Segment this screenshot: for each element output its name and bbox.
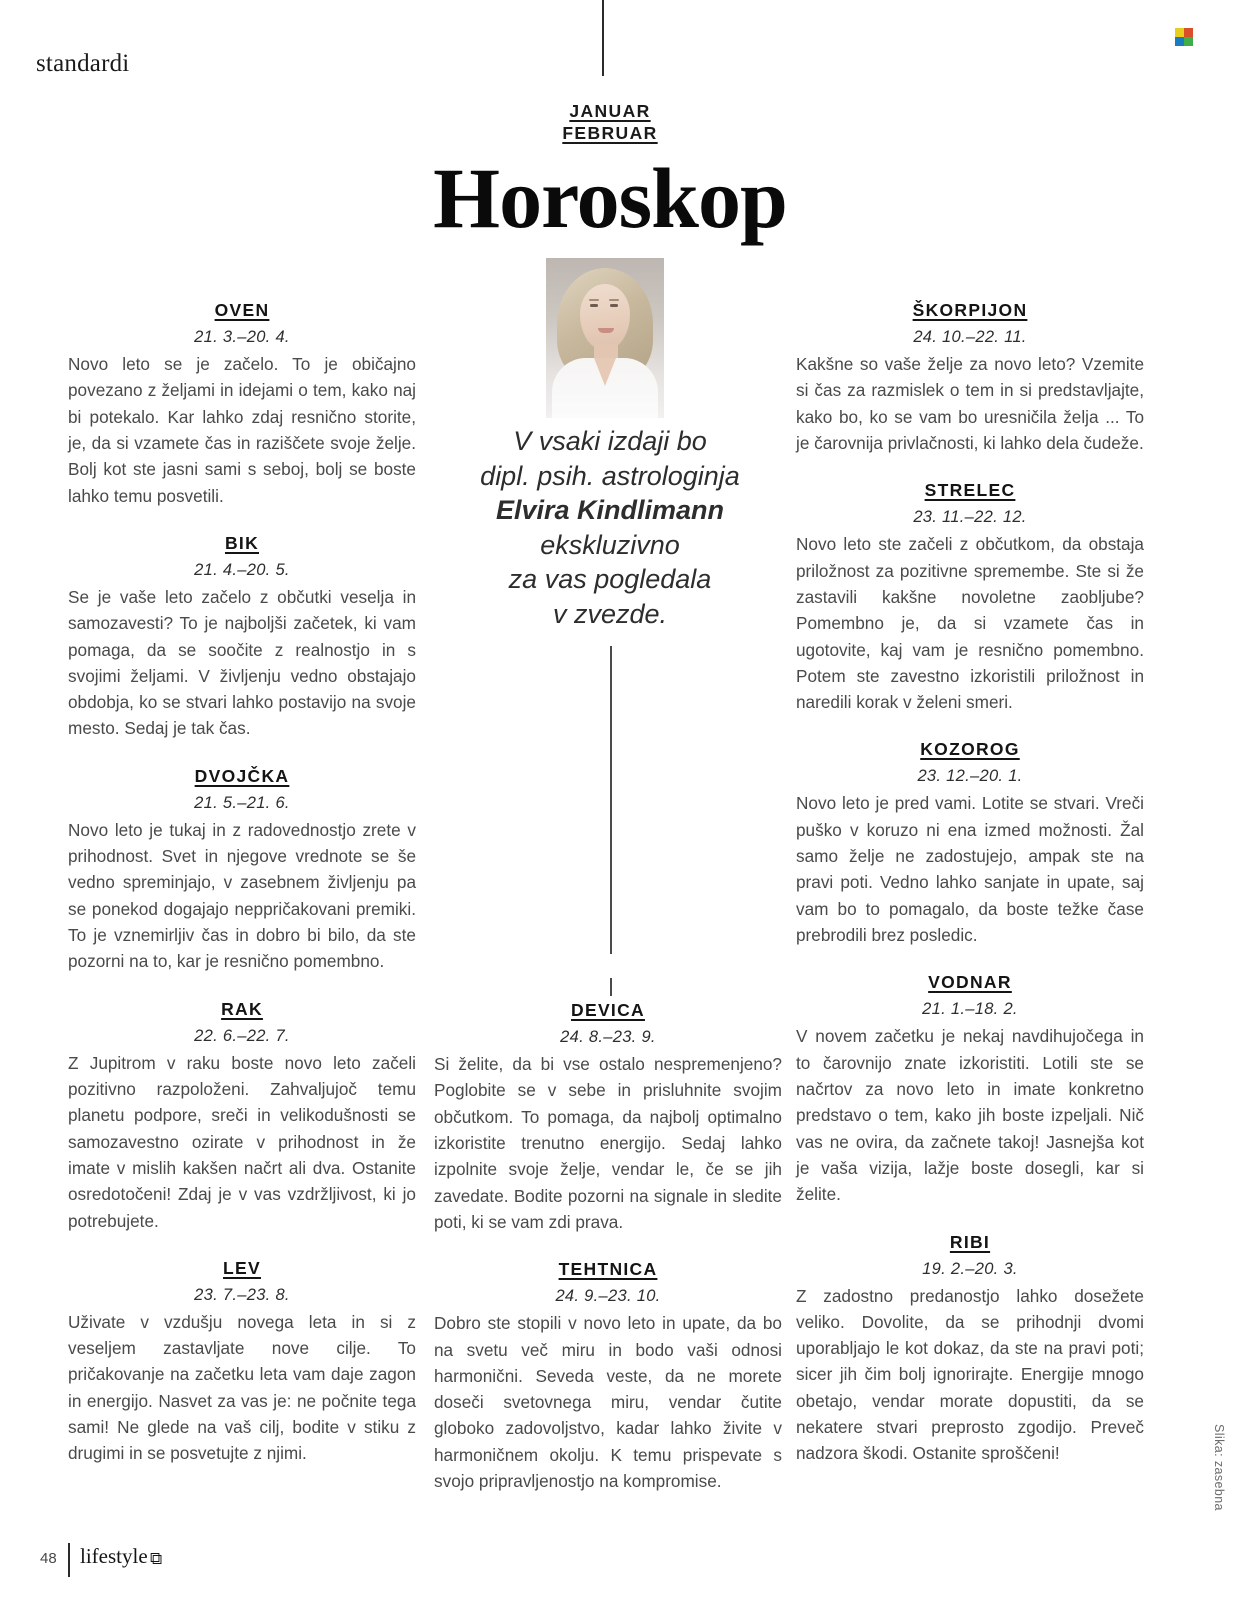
sign-text: V novem začetku je nekaj navdihujočega in to čarovnijo znate izkoristiti. Lotili ste se načrtov za novo leto in imate konkretno predstavo o tem, kako jih boste izpeljali. Nič vas ne ovira, da začnete takoj! Jasnejša kot je vaša vizija, lažje boste dosegli, kar si želite.	[796, 1026, 1144, 1205]
sign-block	[68, 766, 416, 975]
section-kicker: standardi	[36, 50, 130, 77]
color-registration-mark	[1175, 28, 1193, 46]
top-divider-rule	[602, 0, 604, 76]
blurb-line-2: dipl. psih. astrologinja	[480, 460, 740, 491]
sign-name: KOZOROG	[920, 739, 1020, 760]
issue-month-line-2: FEBRUAR	[562, 123, 658, 144]
sign-text: Uživate v vzdušju novega leta in si z veseljem zastavljate nove cilje. To pričakovanje na začetku leta vam daje zagon in energijo. Nasvet za vas je: ne počnite tega sami! Ne glede na vaš cilj, bodite v stiku z drugimi in se posvetujte z njimi.	[68, 1311, 416, 1464]
registration-swatch-red	[1184, 28, 1193, 37]
blurb-line-3: ekskluzivno	[540, 529, 680, 560]
sign-name: DVOJČKA	[194, 765, 290, 786]
sign-dates: 21. 5.–21. 6.	[194, 793, 290, 812]
center-divider-rule-lower	[610, 978, 612, 996]
registration-swatch-yellow	[1175, 28, 1184, 37]
portrait-brow-left	[589, 299, 599, 301]
sign-name: RAK	[221, 998, 263, 1019]
sign-name: STRELEC	[924, 480, 1016, 501]
portrait-eye-left	[590, 304, 598, 307]
sign-text: Z Jupitrom v raku boste novo leto začeli pozitivno razpoloženi. Zahvaljujoč temu planetu podpore, sreči in velikodušnosti se samozavestno ozirate v prihodnost in že imate v mislih kakšen načrt ali dva. Ostanite osredotočeni! Zdaj je v vas vzdržljivost, ki jo potrebujete.	[68, 1052, 416, 1231]
sign-dates: 21. 1.–18. 2.	[922, 1000, 1018, 1019]
sign-text: Novo leto se je začelo. To je običajno povezano z željami in idejami o tem, kako naj bi potekalo. Kar lahko zdaj resnično storite, je, da si vzamete čas in raziščete svoje želje. Bolj kot ste jasni sami s seboj, bolj se boste lahko temu posvetili.	[68, 354, 416, 506]
sign-text: Novo leto je tukaj in z radovednostjo zrete v prihodnost. Svet in njegove vrednote se še vedno spreminjajo, v zasebnem življenju pa se ponekod dogajajo neppričakovani premiki. To je vznemirljiv čas in dobro bi bilo, da ste pozorni na to, kar je resnično pomembno.	[68, 819, 416, 972]
center-divider-rule	[610, 646, 612, 954]
registration-swatch-blue	[1175, 37, 1184, 46]
sign-block	[434, 1000, 782, 1235]
sign-name: OVEN	[214, 300, 270, 320]
sign-text: Kakšne so vaše želje za novo leto? Vzemite si čas za razmislek o tem in si predstavljajte, kako bo, ko se vam bo uresničila želja ... To je čarovnija privlačnosti, ki lahko dela čudeže.	[796, 354, 1144, 453]
registration-swatch-green	[1184, 37, 1193, 46]
sign-name: DEVICA	[571, 1000, 645, 1020]
sign-name: VODNAR	[928, 972, 1012, 993]
astrologer-name: Elvira Kindlimann	[495, 495, 725, 526]
blurb-line-1: V vsaki izdaji bo	[513, 426, 707, 456]
sign-dates: 19. 2.–20. 3.	[922, 1259, 1018, 1278]
portrait-face	[580, 284, 630, 350]
photo-credit: Slika: zasebna	[1212, 1424, 1226, 1511]
footer-logo-icon: ⧉	[150, 1549, 163, 1568]
column-middle	[434, 1000, 782, 1518]
sign-block	[434, 1259, 782, 1494]
page-title: Horoskop	[433, 149, 787, 246]
footer-brand: lifestyle	[80, 1544, 148, 1568]
sign-text: Novo leto je pred vami. Lotite se stvari. Vreči puško v koruzo ni ena izmed možnosti. Žal samo želje ne zadostujejo, ampak ste na pravi poti. Vedno lahko sanjate in upate, saj vam bo to pomagalo, da boste težke čase prebrodili brez posledic.	[796, 793, 1144, 945]
sign-dates: 21. 3.–20. 4.	[194, 328, 290, 346]
sign-text: Z zadostno predanostjo lahko dosežete veliko. Dovolite, da se prihodnji dvomi uporabljajo le kot dokaz, da ste na pravi poti; sicer jih čim bolj ignorirajte. Energije mnogo obetajo, vendar morate dopustiti, da se nekatere stvari preprosto zgodijo. Preveč nadzora škodi. Ostanite sproščeni!	[796, 1285, 1144, 1464]
sign-name: BIK	[224, 532, 260, 553]
sign-name: RIBI	[949, 1231, 991, 1252]
sign-dates: 24. 9.–23. 10.	[555, 1287, 661, 1306]
footer-divider-rule	[68, 1543, 70, 1577]
astrologer-blurb	[420, 424, 800, 631]
blurb-line-4: za vas pogledala	[508, 564, 712, 595]
sign-dates: 24. 8.–23. 9.	[560, 1028, 656, 1046]
masthead	[430, 100, 790, 246]
column-right	[796, 300, 1144, 1491]
column-left	[68, 300, 416, 1491]
blurb-line-5: v zvezde.	[552, 598, 668, 629]
astrologer-portrait	[546, 258, 664, 418]
sign-dates: 21. 4.–20. 5.	[194, 560, 290, 579]
sign-block	[68, 999, 416, 1234]
sign-dates: 22. 6.–22. 7.	[194, 1026, 290, 1045]
portrait-eye-right	[610, 304, 618, 307]
sign-name: LEV	[223, 1257, 261, 1278]
sign-block	[68, 1258, 416, 1467]
portrait-brow-right	[609, 299, 619, 301]
sign-text: Dobro ste stopili v novo leto in upate, da bo na svetu več miru in bodo vaši odnosi harmonični. Seveda veste, da ne morete doseči svetovnega miru, vendar čutite globoko zadovoljstvo, kadar lahko živite v harmoničnem okolju. K temu prispevate s svojo pripravljenostjo na kompromise.	[434, 1313, 782, 1492]
sign-text: Si želite, da bi vse ostalo nespremenjeno? Poglobite se v sebe in prisluhnite svojim občutkom. To pomaga, da najbolj optimalno izkoristite trenutno energijo. Sedaj lahko izpolnite svoje želje, vendar le, če se jih zavedate. Bodite pozorni na signale in sledite poti, ki se vam zdi prava.	[434, 1054, 782, 1232]
portrait-mouth	[598, 328, 614, 333]
sign-block	[796, 300, 1144, 456]
issue-month-line-1: JANUAR	[569, 101, 651, 121]
sign-block	[796, 1232, 1144, 1467]
sign-block	[796, 972, 1144, 1207]
sign-dates: 24. 10.–22. 11.	[913, 328, 1027, 346]
sign-name: TEHTNICA	[558, 1259, 658, 1280]
sign-text: Se je vaše leto začelo z občutki veselja in samozavesti? To je najboljši začetek, ki vam pomaga, da se soočite z realnostjo in s svojimi željami. V življenju vedno obstajajo obdobja, ko se stvari lahko postavijo na svoje mesto. Sedaj je tak čas.	[68, 586, 416, 739]
sign-dates: 23. 12.–20. 1.	[917, 767, 1023, 786]
portrait-image	[546, 258, 664, 418]
sign-block	[796, 739, 1144, 948]
sign-text: Novo leto ste začeli z občutkom, da obstaja priložnost za pozitivne spremembe. Ste si že zastavili kakšne novoletne zaobljube? Pomembno je, da si vzamete čas in ugotovite, kaj vam je resnično pomembno. Potem ste zavestno izkoristili priložnost in naredili korak v želeni smeri.	[796, 534, 1144, 713]
sign-dates: 23. 11.–22. 12.	[913, 508, 1027, 527]
sign-dates: 23. 7.–23. 8.	[194, 1285, 290, 1304]
sign-block	[68, 533, 416, 742]
page-number: 48	[40, 1550, 57, 1567]
sign-block	[68, 300, 416, 509]
sign-block	[796, 480, 1144, 715]
sign-name: ŠKORPIJON	[912, 300, 1028, 320]
